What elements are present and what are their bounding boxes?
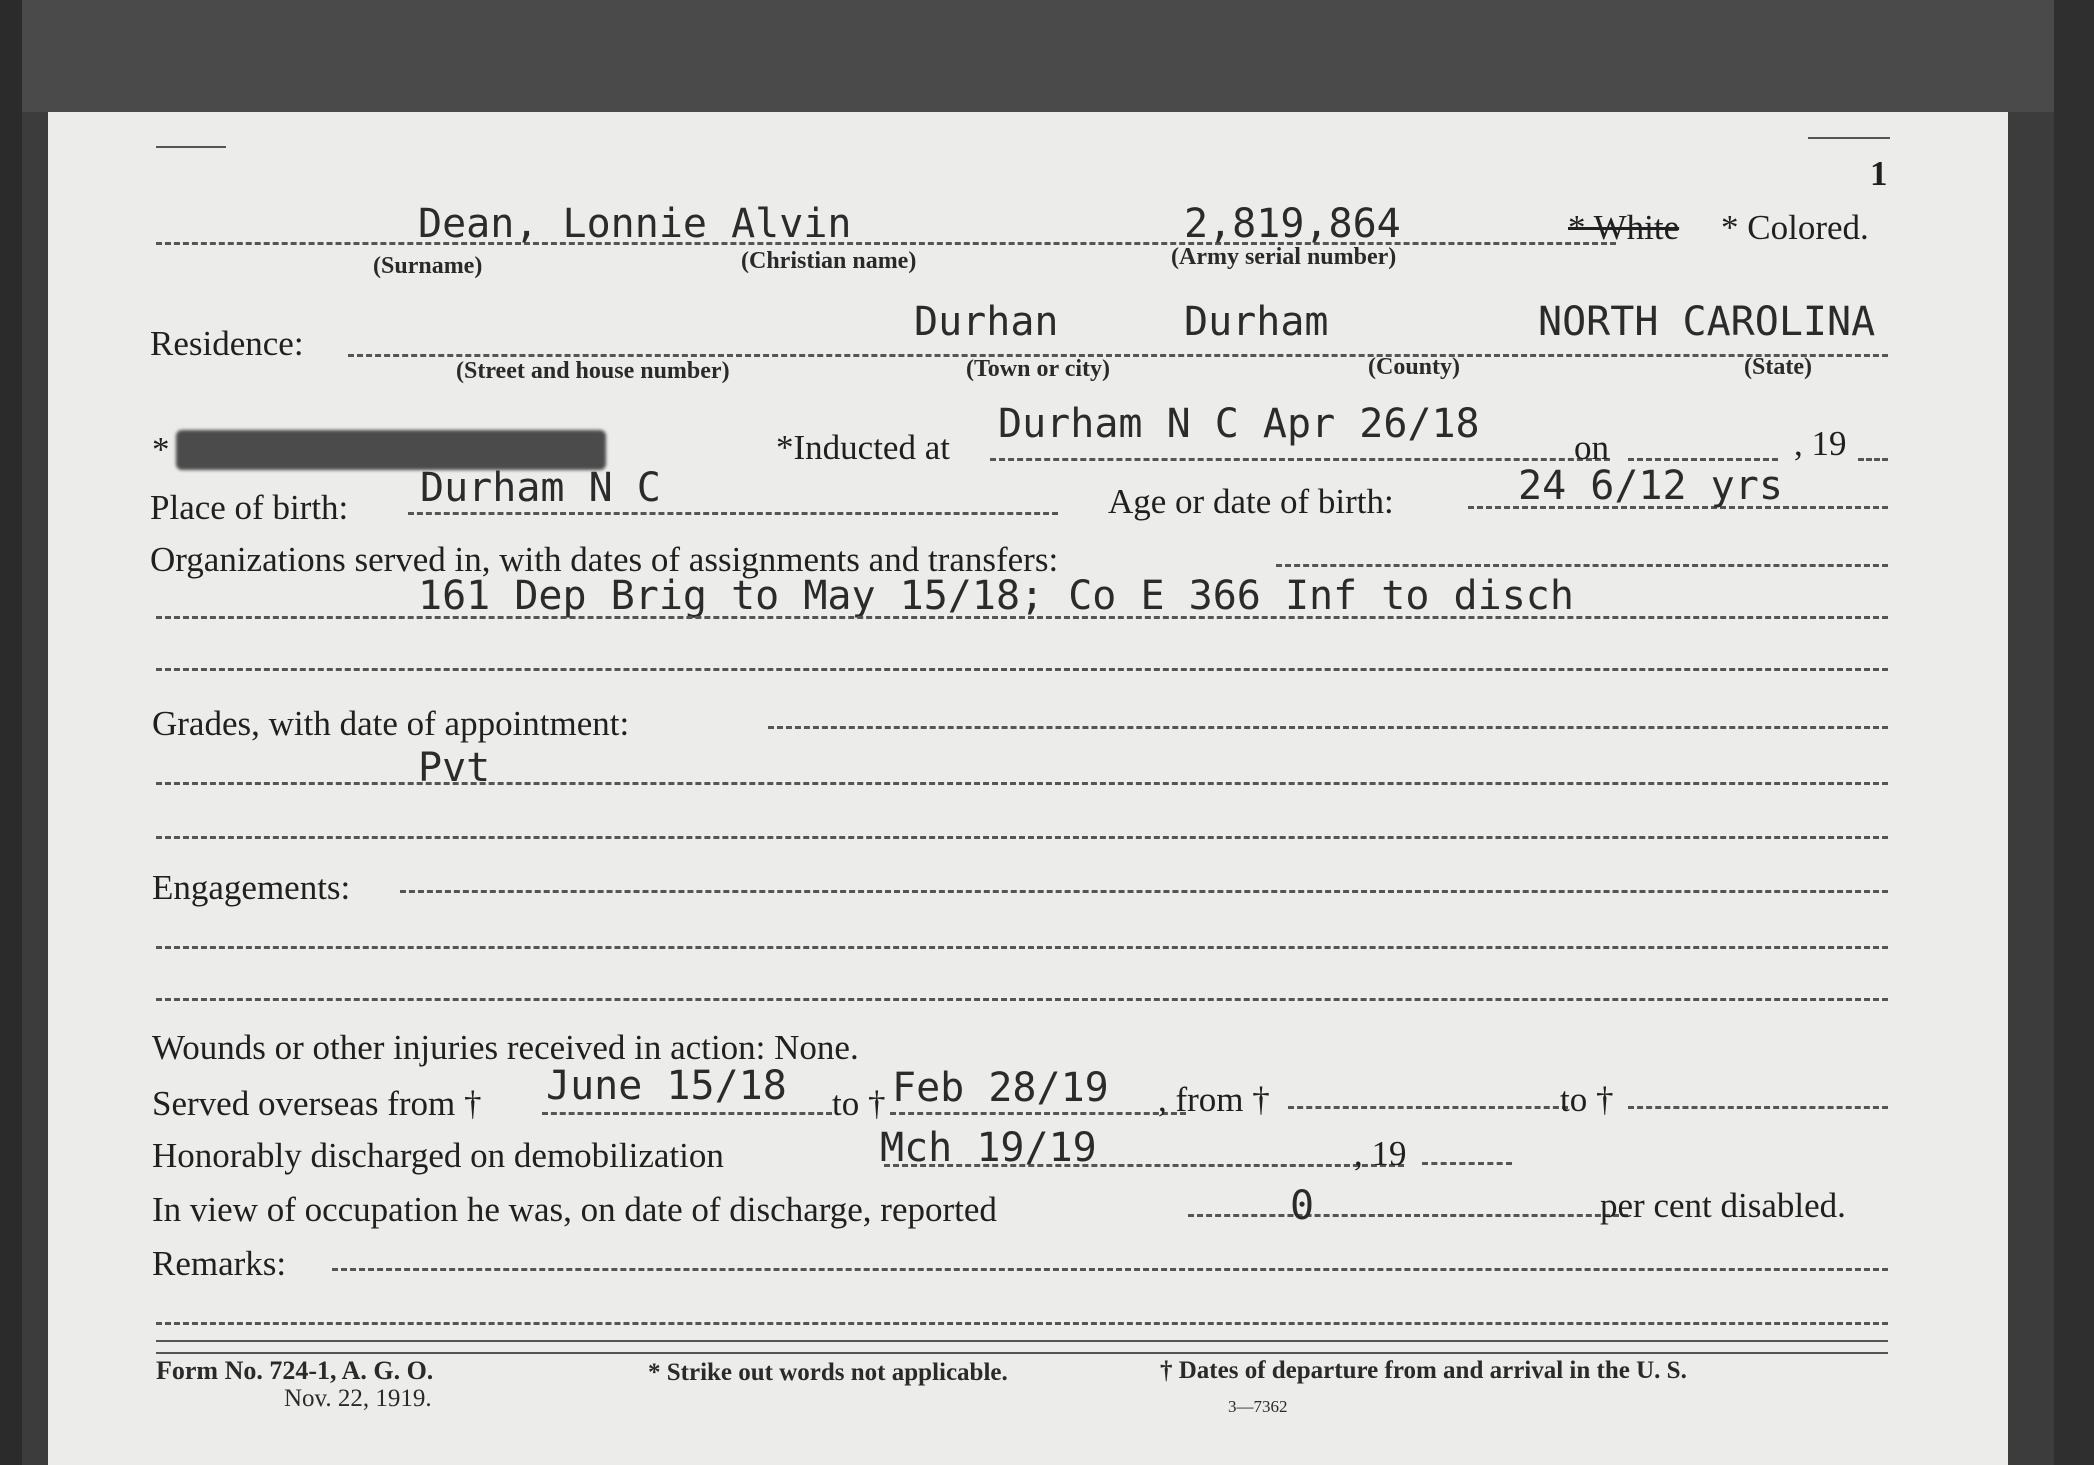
serial-value: 2,819,864	[1184, 201, 1401, 247]
caption-christian-name: (Christian name)	[741, 248, 917, 274]
grades-line-3	[156, 836, 1888, 839]
induction-year: , 19	[1794, 424, 1847, 463]
residence-label: Residence:	[150, 324, 304, 363]
grades-value: Pvt	[418, 745, 491, 791]
engagements-label: Engagements:	[152, 868, 351, 907]
form-date: Nov. 22, 1919.	[284, 1385, 432, 1412]
footnote-dates: † Dates of departure from and arrival in the U. S.	[1160, 1357, 1687, 1384]
discharge-year-line	[1422, 1162, 1512, 1165]
wounds-label: Wounds or other injuries received in action: None.	[152, 1028, 859, 1067]
engagements-line-2	[156, 946, 1888, 949]
overseas-to-value: Feb 28/19	[892, 1065, 1109, 1111]
remarks-line-2	[156, 1322, 1888, 1325]
induction-date-line	[1628, 458, 1778, 461]
top-left-rule	[156, 146, 226, 148]
overseas-label: Served overseas from †	[152, 1084, 482, 1123]
grades-label: Grades, with date of appointment:	[152, 704, 630, 743]
disability-suffix: per cent disabled.	[1600, 1186, 1846, 1225]
race-white: * White	[1568, 208, 1680, 247]
grades-line-2	[156, 782, 1888, 785]
remarks-label: Remarks:	[152, 1244, 287, 1283]
form-number: Form No. 724-1, A. G. O.	[156, 1356, 434, 1385]
race-colored: * Colored.	[1721, 208, 1869, 247]
induction-line	[990, 458, 1610, 461]
organizations-label: Organizations served in, with dates of assignments and transfers:	[150, 540, 1059, 579]
residence-town: Durhan	[914, 299, 1059, 345]
organizations-line-3	[156, 668, 1888, 671]
caption-serial: (Army serial number)	[1171, 244, 1397, 270]
engagements-line-1	[400, 890, 1888, 893]
age-label: Age or date of birth:	[1108, 482, 1394, 521]
induction-on-label: on	[1574, 428, 1609, 467]
card-number: 1	[1870, 154, 1888, 193]
overseas-to2-line	[1628, 1106, 1888, 1109]
disability-line	[1188, 1214, 1628, 1217]
birth-place-label: Place of birth:	[150, 488, 349, 527]
caption-surname: (Surname)	[373, 253, 483, 279]
organizations-line-2	[156, 616, 1888, 619]
induction-place: Durham N C Apr 26/18	[998, 401, 1480, 447]
organizations-value: 161 Dep Brig to May 15/18; Co E 366 Inf to disch	[418, 573, 1574, 619]
overseas-from-line	[542, 1112, 832, 1115]
redacted-enlistment-stamp	[176, 430, 606, 470]
scanner-background-right	[2054, 0, 2094, 1465]
overseas-from-value: June 15/18	[546, 1063, 787, 1109]
footer-rule-1	[156, 1340, 1888, 1342]
discharge-value: Mch 19/19	[880, 1125, 1097, 1171]
residence-county: Durham	[1184, 299, 1329, 345]
scanner-background-top	[0, 0, 2094, 112]
induction-label: *Inducted at	[776, 428, 950, 467]
scanner-background-left	[0, 0, 22, 1465]
residence-line	[348, 354, 1888, 357]
overseas-from2-label: , from †	[1158, 1080, 1270, 1119]
grades-line-1	[768, 726, 1888, 729]
caption-street: (Street and house number)	[456, 358, 730, 384]
caption-town: (Town or city)	[966, 356, 1110, 382]
caption-state: (State)	[1744, 354, 1812, 380]
print-code: 3—7362	[1228, 1397, 1288, 1416]
top-right-rule	[1808, 137, 1890, 139]
discharge-year: , 19	[1354, 1134, 1407, 1173]
caption-county: (County)	[1368, 354, 1461, 380]
induction-year-line	[1858, 458, 1888, 461]
age-value: 24 6/12 yrs	[1518, 463, 1783, 509]
residence-state: NORTH CAROLINA	[1538, 299, 1876, 345]
remarks-line-1	[332, 1268, 1888, 1271]
birth-place-value: Durham N C	[420, 465, 661, 511]
induction-asterisk: *	[152, 430, 170, 469]
birth-place-line	[408, 512, 1058, 515]
disability-value: 0	[1290, 1183, 1315, 1229]
discharge-label: Honorably discharged on demobilization	[152, 1136, 724, 1175]
overseas-to-label: to †	[832, 1084, 886, 1123]
service-record-card	[48, 112, 2008, 1465]
disability-label: In view of occupation he was, on date of discharge, reported	[152, 1190, 997, 1229]
overseas-to-line	[890, 1112, 1186, 1115]
name-value: Dean, Lonnie Alvin	[418, 201, 852, 247]
overseas-from2-line	[1288, 1106, 1568, 1109]
footnote-strike: * Strike out words not applicable.	[648, 1359, 1008, 1386]
engagements-line-3	[156, 998, 1888, 1001]
overseas-to2-label: to †	[1560, 1080, 1614, 1119]
organizations-line-1	[1276, 564, 1888, 567]
footer-rule-2	[156, 1352, 1888, 1354]
